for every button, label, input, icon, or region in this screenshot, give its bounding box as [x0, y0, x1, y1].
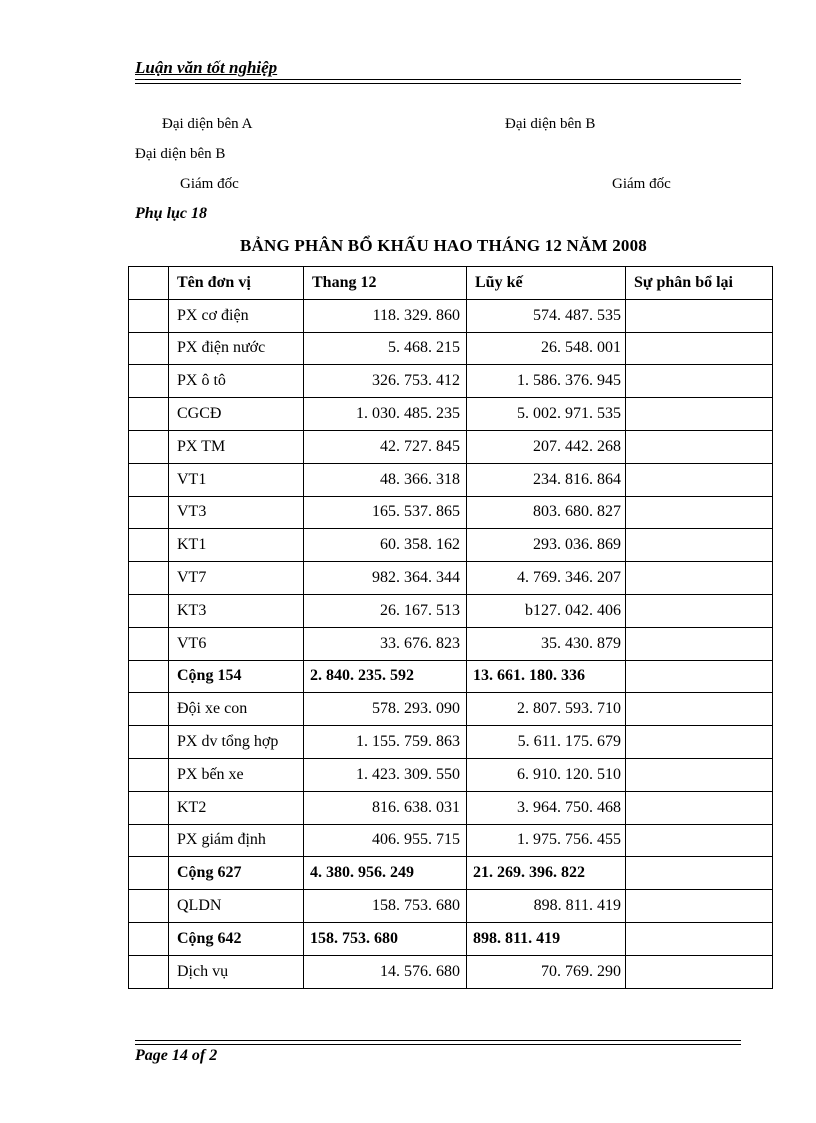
reallocation-cell — [626, 299, 773, 332]
table-total-row — [129, 660, 773, 693]
month12-value-cell: 118. 329. 860 — [304, 299, 467, 332]
table-row — [129, 398, 773, 431]
row-index-cell — [129, 660, 169, 693]
unit-name-cell: PX dv tổng hợp — [169, 726, 304, 759]
cumulative-value-cell: 574. 487. 535 — [467, 299, 626, 332]
month12-value-cell: 158. 753. 680 — [304, 890, 467, 923]
row-index-cell — [129, 332, 169, 365]
table-row — [129, 955, 773, 988]
signature-director-left: Giám đốc — [180, 176, 239, 192]
reallocation-cell — [626, 594, 773, 627]
reallocation-cell — [626, 463, 773, 496]
cumulative-value-cell: 5. 002. 971. 535 — [467, 398, 626, 431]
row-index-cell — [129, 758, 169, 791]
unit-name-cell: PX điện nước — [169, 332, 304, 365]
cumulative-value-cell: 1. 586. 376. 945 — [467, 365, 626, 398]
header-divider — [135, 79, 741, 84]
cumulative-value-cell: 2. 807. 593. 710 — [467, 693, 626, 726]
cumulative-value-cell: 1. 975. 756. 455 — [467, 824, 626, 857]
row-index-cell — [129, 693, 169, 726]
table-row — [129, 365, 773, 398]
cumulative-value-cell: b127. 042. 406 — [467, 594, 626, 627]
cumulative-value-cell: 70. 769. 290 — [467, 955, 626, 988]
unit-name-cell: VT3 — [169, 496, 304, 529]
table-row — [129, 529, 773, 562]
unit-name-cell: KT2 — [169, 791, 304, 824]
month12-value-cell: 26. 167. 513 — [304, 594, 467, 627]
month12-value-cell: 1. 030. 485. 235 — [304, 398, 467, 431]
cumulative-value-cell: 803. 680. 827 — [467, 496, 626, 529]
cumulative-value-cell: 4. 769. 346. 207 — [467, 562, 626, 595]
cumulative-value-cell: 234. 816. 864 — [467, 463, 626, 496]
signature-rep-b-left: Đại diện bên B — [135, 146, 226, 162]
unit-name-cell: Cộng 627 — [169, 857, 304, 890]
unit-name-cell: Dịch vụ — [169, 955, 304, 988]
row-index-cell — [129, 529, 169, 562]
unit-name-cell: Cộng 642 — [169, 922, 304, 955]
table-row — [129, 758, 773, 791]
unit-name-cell: VT1 — [169, 463, 304, 496]
month12-value-cell: 406. 955. 715 — [304, 824, 467, 857]
row-index-cell — [129, 791, 169, 824]
month12-value-cell: 4. 380. 956. 249 — [304, 857, 467, 890]
unit-name-cell: PX giám định — [169, 824, 304, 857]
month12-value-cell: 578. 293. 090 — [304, 693, 467, 726]
table-row — [129, 299, 773, 332]
row-index-cell — [129, 922, 169, 955]
reallocation-cell — [626, 824, 773, 857]
table-row — [129, 463, 773, 496]
reallocation-cell — [626, 758, 773, 791]
cumulative-value-cell: 26. 548. 001 — [467, 332, 626, 365]
header-cell-unit: Tên đơn vị — [169, 267, 304, 300]
unit-name-cell: PX TM — [169, 430, 304, 463]
row-index-cell — [129, 299, 169, 332]
unit-name-cell: QLDN — [169, 890, 304, 923]
reallocation-cell — [626, 398, 773, 431]
table-row — [129, 562, 773, 595]
month12-value-cell: 2. 840. 235. 592 — [304, 660, 467, 693]
row-index-cell — [129, 430, 169, 463]
reallocation-cell — [626, 726, 773, 759]
header-cell-index — [129, 267, 169, 300]
month12-value-cell: 816. 638. 031 — [304, 791, 467, 824]
reallocation-cell — [626, 332, 773, 365]
cumulative-value-cell: 293. 036. 869 — [467, 529, 626, 562]
table-total-row — [129, 857, 773, 890]
table-total-row — [129, 922, 773, 955]
month12-value-cell: 60. 358. 162 — [304, 529, 467, 562]
table-row — [129, 791, 773, 824]
unit-name-cell: CGCĐ — [169, 398, 304, 431]
cumulative-value-cell: 21. 269. 396. 822 — [467, 857, 626, 890]
table-row — [129, 594, 773, 627]
table-row — [129, 496, 773, 529]
row-index-cell — [129, 398, 169, 431]
reallocation-cell — [626, 496, 773, 529]
cumulative-value-cell: 898. 811. 419 — [467, 890, 626, 923]
reallocation-cell — [626, 955, 773, 988]
month12-value-cell: 1. 423. 309. 550 — [304, 758, 467, 791]
signature-director-right: Giám đốc — [612, 176, 671, 192]
table-row — [129, 430, 773, 463]
row-index-cell — [129, 955, 169, 988]
reallocation-cell — [626, 791, 773, 824]
row-index-cell — [129, 824, 169, 857]
cumulative-value-cell: 35. 430. 879 — [467, 627, 626, 660]
reallocation-cell — [626, 529, 773, 562]
month12-value-cell: 1. 155. 759. 863 — [304, 726, 467, 759]
signature-rep-a: Đại diện bên A — [162, 116, 253, 132]
reallocation-cell — [626, 890, 773, 923]
table-title: BẢNG PHÂN BỔ KHẤU HAO THÁNG 12 NĂM 2008 — [240, 236, 647, 255]
month12-value-cell: 48. 366. 318 — [304, 463, 467, 496]
month12-value-cell: 14. 576. 680 — [304, 955, 467, 988]
table-row — [129, 824, 773, 857]
reallocation-cell — [626, 365, 773, 398]
table-header-row — [129, 267, 773, 300]
month12-value-cell: 42. 727. 845 — [304, 430, 467, 463]
appendix-label: Phụ lục 18 — [135, 205, 208, 222]
header-cell-cumulative: Lũy kế — [467, 267, 626, 300]
row-index-cell — [129, 496, 169, 529]
row-index-cell — [129, 857, 169, 890]
cumulative-value-cell: 3. 964. 750. 468 — [467, 791, 626, 824]
unit-name-cell: VT6 — [169, 627, 304, 660]
table-row — [129, 693, 773, 726]
reallocation-cell — [626, 562, 773, 595]
reallocation-cell — [626, 430, 773, 463]
month12-value-cell: 33. 676. 823 — [304, 627, 467, 660]
unit-name-cell: KT3 — [169, 594, 304, 627]
table-row — [129, 627, 773, 660]
row-index-cell — [129, 562, 169, 595]
cumulative-value-cell: 5. 611. 175. 679 — [467, 726, 626, 759]
table-row — [129, 890, 773, 923]
reallocation-cell — [626, 627, 773, 660]
unit-name-cell: PX ô tô — [169, 365, 304, 398]
unit-name-cell: PX bến xe — [169, 758, 304, 791]
row-index-cell — [129, 463, 169, 496]
unit-name-cell: KT1 — [169, 529, 304, 562]
cumulative-value-cell: 13. 661. 180. 336 — [467, 660, 626, 693]
header-cell-month12: Thang 12 — [304, 267, 467, 300]
unit-name-cell: PX cơ điện — [169, 299, 304, 332]
header-cell-reallocation: Sự phân bổ lại — [626, 267, 773, 300]
unit-name-cell: VT7 — [169, 562, 304, 595]
signature-rep-b-right: Đại diện bên B — [505, 116, 596, 132]
cumulative-value-cell: 207. 442. 268 — [467, 430, 626, 463]
row-index-cell — [129, 627, 169, 660]
cumulative-value-cell: 898. 811. 419 — [467, 922, 626, 955]
month12-value-cell: 326. 753. 412 — [304, 365, 467, 398]
depreciation-table — [128, 266, 773, 989]
reallocation-cell — [626, 693, 773, 726]
document-header-title: Luận văn tốt nghiệp — [135, 58, 278, 77]
row-index-cell — [129, 726, 169, 759]
month12-value-cell: 158. 753. 680 — [304, 922, 467, 955]
footer-divider — [135, 1040, 741, 1045]
row-index-cell — [129, 594, 169, 627]
row-index-cell — [129, 365, 169, 398]
unit-name-cell: Đội xe con — [169, 693, 304, 726]
reallocation-cell — [626, 922, 773, 955]
month12-value-cell: 5. 468. 215 — [304, 332, 467, 365]
unit-name-cell: Cộng 154 — [169, 660, 304, 693]
month12-value-cell: 165. 537. 865 — [304, 496, 467, 529]
month12-value-cell: 982. 364. 344 — [304, 562, 467, 595]
row-index-cell — [129, 890, 169, 923]
reallocation-cell — [626, 660, 773, 693]
page-number: Page 14 of 2 — [135, 1047, 218, 1064]
reallocation-cell — [626, 857, 773, 890]
table-row — [129, 726, 773, 759]
cumulative-value-cell: 6. 910. 120. 510 — [467, 758, 626, 791]
table-row — [129, 332, 773, 365]
